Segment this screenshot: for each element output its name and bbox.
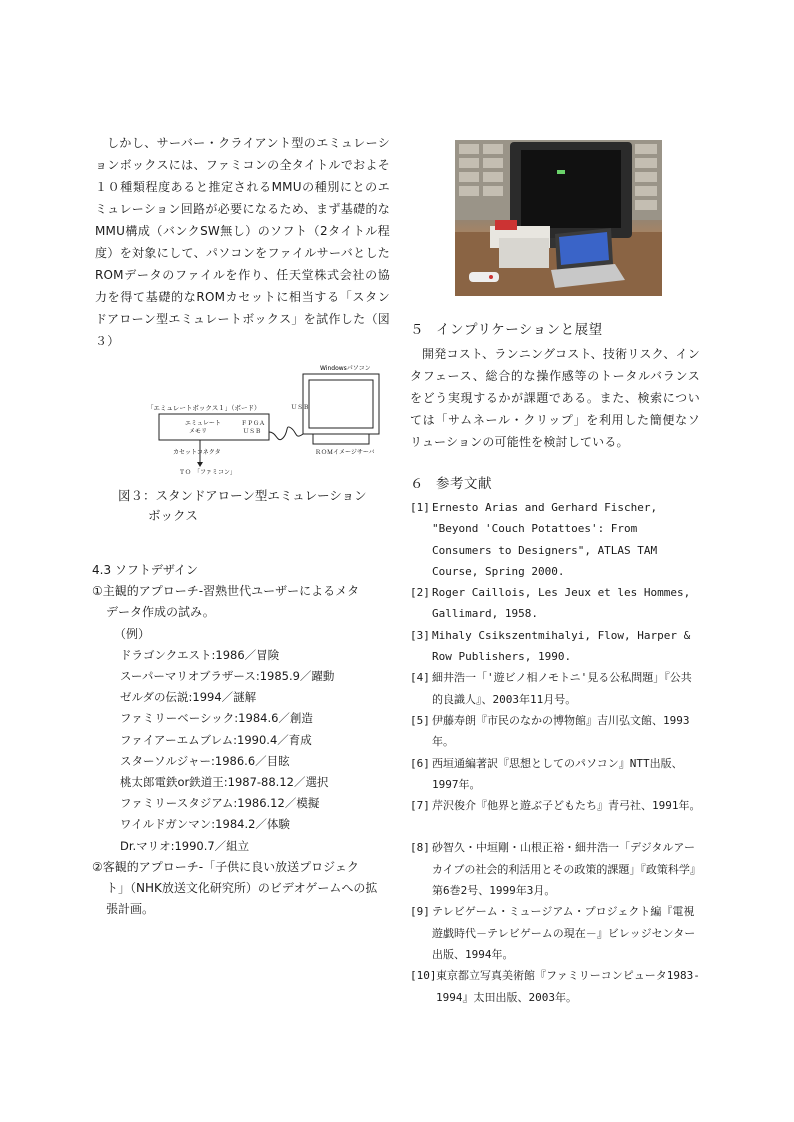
cassette-connector-label: カセットコネクタ xyxy=(173,449,221,456)
figure-3 xyxy=(145,362,385,482)
example-item: ファミリーベーシック:1984.6／創造 xyxy=(120,711,313,726)
reference-number: [5] xyxy=(410,713,430,727)
reference-number: [2] xyxy=(410,586,430,600)
emulate-board xyxy=(159,414,269,440)
fpga-text: ＦＰＧＡ xyxy=(241,420,266,427)
reference-item xyxy=(410,582,702,625)
section-6-number: ６ xyxy=(410,476,424,492)
reference-number: [3] xyxy=(410,628,430,642)
reference-number: [1] xyxy=(410,501,430,514)
reference-item xyxy=(410,497,702,582)
caption-line-2: ボックス xyxy=(148,508,198,523)
item-1-marker: ① xyxy=(92,584,103,599)
windows-pc-label: Windowsパソコン xyxy=(320,365,371,372)
item-1-line-1 xyxy=(92,581,392,602)
example-item: ドラゴンクエスト:1986／冒険 xyxy=(120,647,280,662)
emulate-text: エミュレート xyxy=(185,420,221,427)
example-item: Dr.マリオ:1990.7／組立 xyxy=(120,838,250,853)
reference-item xyxy=(410,625,702,668)
item-2-text: 客観的アプローチ-「子供に良い放送プロジェク xyxy=(102,859,359,874)
example-item: スターソルジャー:1986.6／目眩 xyxy=(120,753,290,768)
item-1-text: 主観的アプローチ-習熟世代ユーザーによるメタ xyxy=(102,584,360,599)
example-item: ワイルドガンマン:1984.2／体験 xyxy=(120,817,290,832)
section-5-number: ５ xyxy=(410,322,424,338)
figure-3-diagram xyxy=(145,362,385,482)
reference-item xyxy=(410,965,702,1008)
intro-paragraph: しかし、サーバー・クライアント型のエミュレーションボックスには、ファミコンの全タイトルでおよそ１０種類程度あると推定されるMMUの種別にとのエミュレーション回路が必要になるため、まず基礎的なMMU構成（バンクSW無し）のソフト（2タイトル程度）を対象にして、パソコンをファイルサーバとしたROMデータのファイルを作り、任天堂株式会社の協力を得て基礎的なROMカセットに相当する「スタンドアローン型エミュレートボックス」を試作した（図３） xyxy=(95,136,390,348)
example-label: （例） xyxy=(114,626,151,641)
section-6 xyxy=(410,474,702,1008)
reference-number: [7] xyxy=(410,799,430,813)
reference-text: Mihaly Csikszentmihalyi, Flow, Harper & Row Publishers, 1990. xyxy=(432,628,691,664)
reference-text: Ernesto Arias and Gerhard Fischer, "Beyond 'Couch Potattoes': From Consumers to Designers", ATLAS TAM Course, Spring 2000. xyxy=(432,501,658,578)
emulate-box-label: 「エミュレートボックス１」（ボード） xyxy=(147,404,261,412)
example-item: 桃太郎電鉄or鉄道王:1987-88.12／選択 xyxy=(120,775,329,790)
prototype-photo xyxy=(455,140,662,296)
reference-text: テレビゲーム・ミュージアム・プロジェクト編『電視遊戯時代－テレビゲームの現在－』ビレッジセンター出版、1994年。 xyxy=(432,905,696,961)
section-6-heading xyxy=(410,474,702,494)
figure-3-caption xyxy=(118,486,388,526)
usb-outer-text: ＵＳＢ xyxy=(291,404,310,411)
reference-text: 砂智久・中垣剛・山根正裕・細井浩一「デジタルアーカイブの社会的利活用とその政策的課題」『政策科学』第6巻2号、1999年3月。 xyxy=(432,841,701,898)
section-5-title: インプリケーションと展望 xyxy=(436,322,603,338)
reference-item xyxy=(410,710,702,753)
reference-text: 東京都立写真美術館『ファミリーコンピュータ1983-1994』太田出版、2003年。 xyxy=(436,969,700,1004)
reference-number: [8] xyxy=(410,841,430,855)
example-item: スーパーマリオブラザース:1985.9／躍動 xyxy=(120,669,335,684)
pc-monitor-screen xyxy=(309,380,373,428)
section-4-3-heading: 4.3 ソフトデザイン xyxy=(92,563,199,577)
reference-number: [4] xyxy=(410,671,430,685)
reference-text: 細井浩一「'遊ビノ相ノモトニ'見る公私問題」『公共的良識人』、2003年11月号。 xyxy=(432,671,692,706)
connector-arrow xyxy=(197,462,203,467)
example-item: ゼルダの伝説:1994／謎解 xyxy=(120,690,257,705)
reference-number: [10] xyxy=(410,969,437,983)
usb-inner-text: ＵＳＢ xyxy=(243,428,262,435)
section-5 xyxy=(410,320,700,453)
reference-number: [9] xyxy=(410,905,430,919)
reference-text: 西垣通編著訳『思想としてのパソコン』NTT出版、1997年。 xyxy=(432,756,683,791)
examples-list xyxy=(92,645,392,857)
rom-image-server-label: ＲＯＭイメージサーバ xyxy=(315,449,375,456)
caption-line-1: 図３：スタンドアローン型エミュレーション xyxy=(118,488,367,503)
reference-item xyxy=(410,795,702,816)
example-item: ファミリースタジアム:1986.12／模擬 xyxy=(120,796,320,811)
item-2-line-1 xyxy=(92,857,392,878)
reference-item xyxy=(410,667,702,710)
usb-cable xyxy=(269,427,303,440)
reference-item xyxy=(410,901,702,965)
item-2-line-3: 張計画。 xyxy=(106,902,155,917)
prototype-photo-illustration xyxy=(455,140,662,296)
reference-item xyxy=(410,837,702,901)
section-4-3 xyxy=(92,560,392,920)
section-5-heading xyxy=(410,320,700,340)
to-famicom-label: ＴＯ 「ファミコン」 xyxy=(179,469,236,476)
reference-item xyxy=(410,753,702,796)
memory-text: メモリ xyxy=(189,428,208,435)
reference-text: 芹沢俊介『他界と遊ぶ子どもたち』青弓社、1991年。 xyxy=(432,799,701,813)
intro-section xyxy=(95,132,390,352)
reference-text: 伊藤寿朗『市民のなかの博物館』吉川弘文館、1993年。 xyxy=(432,713,690,749)
example-item: ファイアーエムブレム:1990.4／育成 xyxy=(120,732,312,747)
section-6-title: 参考文献 xyxy=(436,476,492,492)
reference-text: Roger Caillois, Les Jeux et les Hommes, Gallimard, 1958. xyxy=(432,586,691,621)
section-5-body: 開発コスト、ランニングコスト、技術リスク、インタフェース、総合的な操作感等のトータルバランスをどう実現するかが課題である。また、検索については「サムネール・クリップ」を利用した簡便なソリューションの可能性を検討している。 xyxy=(410,347,700,449)
item-2-marker: ② xyxy=(92,859,103,874)
item-2-line-2: ト」（NHK放送文化研究所）のビデオゲームへの拡 xyxy=(106,881,378,896)
pc-base xyxy=(313,434,369,444)
item-1-line-2: データ作成の試み。 xyxy=(106,605,215,620)
reference-number: [6] xyxy=(410,756,430,770)
